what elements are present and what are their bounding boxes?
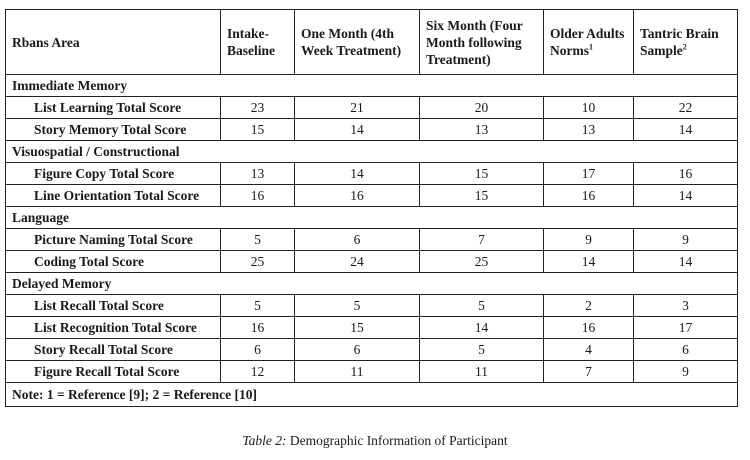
header-six-month: Six Month (Four Month following Treatment): [420, 10, 544, 75]
score-cell: 16: [221, 317, 295, 339]
header-tantric-sup: 2: [682, 42, 687, 52]
score-cell: 16: [221, 185, 295, 207]
row-label: Line Orientation Total Score: [6, 185, 221, 207]
score-cell: 6: [221, 339, 295, 361]
score-cell: 11: [420, 361, 544, 383]
score-cell: 9: [544, 229, 634, 251]
table-row: [6, 317, 738, 339]
section-row: [6, 141, 738, 163]
score-cell: 14: [544, 251, 634, 273]
score-cell: 9: [634, 361, 738, 383]
table-row: [6, 163, 738, 185]
score-cell: 6: [295, 229, 420, 251]
score-cell: 13: [221, 163, 295, 185]
score-cell: 24: [295, 251, 420, 273]
score-cell: 3: [634, 295, 738, 317]
header-older-norms-sup: 1: [589, 42, 593, 52]
rbans-table: [5, 9, 738, 407]
score-cell: 20: [420, 97, 544, 119]
score-cell: 13: [544, 119, 634, 141]
section-title: Immediate Memory: [6, 75, 738, 97]
header-tantric-brain-sample: [634, 10, 738, 75]
score-cell: 16: [634, 163, 738, 185]
score-cell: 14: [634, 251, 738, 273]
score-cell: 14: [634, 185, 738, 207]
score-cell: 22: [634, 97, 738, 119]
section-title: Delayed Memory: [6, 273, 738, 295]
row-label: Figure Copy Total Score: [6, 163, 221, 185]
score-cell: 14: [634, 119, 738, 141]
table-row: [6, 97, 738, 119]
score-cell: 7: [420, 229, 544, 251]
row-label: Coding Total Score: [6, 251, 221, 273]
score-cell: 25: [420, 251, 544, 273]
section-row: [6, 75, 738, 97]
score-cell: 5: [295, 295, 420, 317]
score-cell: 14: [295, 163, 420, 185]
score-cell: 25: [221, 251, 295, 273]
section-row: [6, 207, 738, 229]
table-row: [6, 361, 738, 383]
score-cell: 21: [295, 97, 420, 119]
caption-label: Table 2:: [242, 433, 287, 448]
table-row: [6, 339, 738, 361]
score-cell: 23: [221, 97, 295, 119]
table-note-row: [6, 383, 738, 407]
table-note: Note: 1 = Reference [9]; 2 = Reference [10]: [6, 383, 738, 407]
row-label: Story Recall Total Score: [6, 339, 221, 361]
score-cell: 5: [420, 295, 544, 317]
score-cell: 11: [295, 361, 420, 383]
score-cell: 15: [295, 317, 420, 339]
table-row: [6, 119, 738, 141]
header-older-norms-text: Older Adults Norms: [550, 26, 625, 58]
score-cell: 6: [634, 339, 738, 361]
header-older-adults-norms: [544, 10, 634, 75]
score-cell: 13: [420, 119, 544, 141]
score-cell: 5: [221, 229, 295, 251]
section-row: [6, 273, 738, 295]
score-cell: 4: [544, 339, 634, 361]
score-cell: 9: [634, 229, 738, 251]
score-cell: 15: [420, 163, 544, 185]
row-label: Picture Naming Total Score: [6, 229, 221, 251]
score-cell: 16: [544, 317, 634, 339]
header-rbans-area: Rbans Area: [6, 10, 221, 75]
header-one-month: One Month (4th Week Treatment): [295, 10, 420, 75]
score-cell: 10: [544, 97, 634, 119]
score-cell: 16: [295, 185, 420, 207]
score-cell: 17: [634, 317, 738, 339]
score-cell: 5: [221, 295, 295, 317]
table-row: [6, 185, 738, 207]
caption-text: Demographic Information of Participant: [286, 433, 508, 448]
score-cell: 5: [420, 339, 544, 361]
header-tantric-text: Tantric Brain Sample: [640, 26, 719, 58]
row-label: Figure Recall Total Score: [6, 361, 221, 383]
score-cell: 12: [221, 361, 295, 383]
table-body: [6, 75, 738, 383]
score-cell: 17: [544, 163, 634, 185]
score-cell: 15: [221, 119, 295, 141]
row-label: List Recognition Total Score: [6, 317, 221, 339]
table-caption: [0, 433, 750, 449]
score-cell: 14: [420, 317, 544, 339]
table-row: [6, 295, 738, 317]
section-title: Language: [6, 207, 738, 229]
row-label: List Recall Total Score: [6, 295, 221, 317]
header-intake-baseline: Intake-Baseline: [221, 10, 295, 75]
row-label: List Learning Total Score: [6, 97, 221, 119]
table-header-row: [6, 10, 738, 75]
score-cell: 16: [544, 185, 634, 207]
table-row: [6, 251, 738, 273]
row-label: Story Memory Total Score: [6, 119, 221, 141]
score-cell: 7: [544, 361, 634, 383]
score-cell: 15: [420, 185, 544, 207]
score-cell: 2: [544, 295, 634, 317]
score-cell: 14: [295, 119, 420, 141]
section-title: Visuospatial / Constructional: [6, 141, 738, 163]
score-cell: 6: [295, 339, 420, 361]
table-row: [6, 229, 738, 251]
